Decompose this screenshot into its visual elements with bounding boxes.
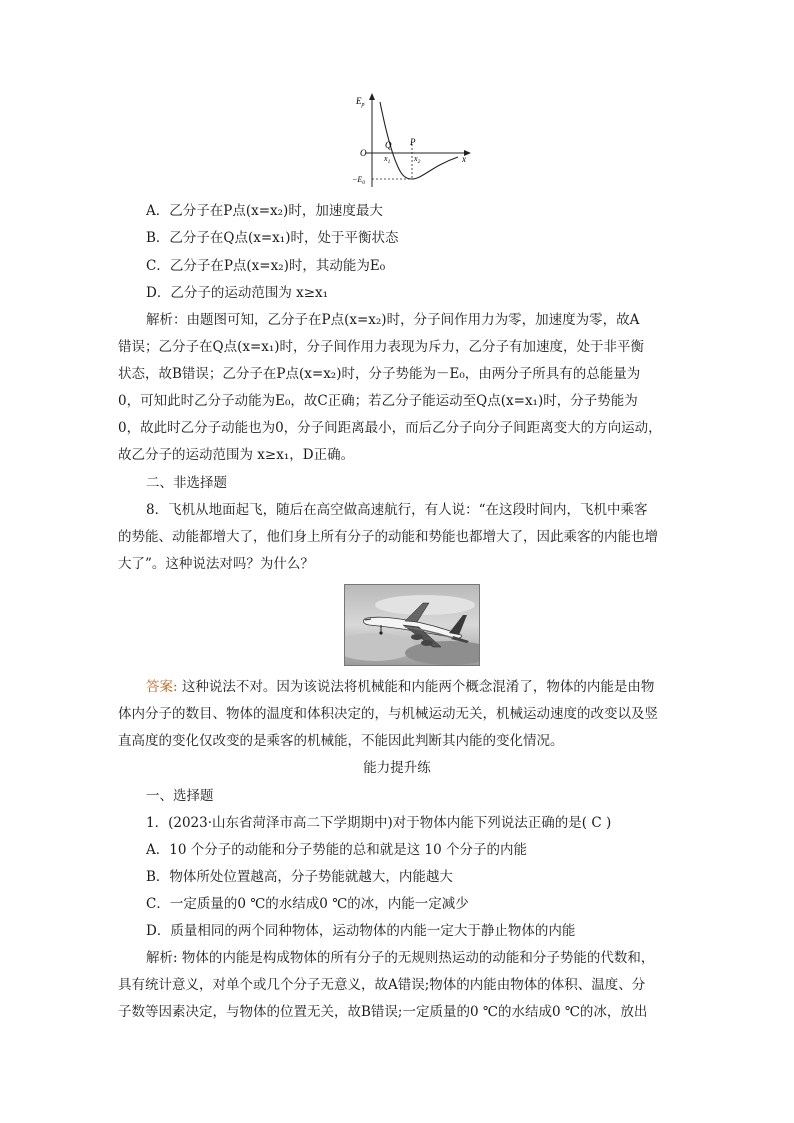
q8-answer-line: 体内分子的数目、物体的温度和体积决定的，与机械运动无关，机械运动速度的改变以及竖 — [118, 706, 658, 722]
q8-stem-line: 大了”。这种说法对吗？为什么？ — [118, 556, 314, 572]
q8-stem-line: 的势能、动能都增大了，他们身上所有分子的动能和势能也都增大了，因此乘客的内能也增 — [118, 529, 658, 545]
airplane-photo — [344, 584, 480, 666]
q1-option-d: D．质量相同的两个同种物体，运动物体的内能一定大于静止物体的内能 — [146, 923, 576, 939]
q1-option-a: A．10 个分子的动能和分子势能的总和就是这 10 个分子的内能 — [146, 842, 527, 858]
q8-answer-line: 直高度的变化仅改变的是乘客的机械能，不能因此判断其内能的变化情况。 — [118, 733, 564, 749]
q1-analysis-line: 解析: 物体的内能是构成物体的所有分子的无规则热运动的动能和分子势能的代数和， — [146, 950, 655, 966]
q7-analysis-line: 解析：由题图可知，乙分子在P点(x=x₂)时，分子间作用力为零，加速度为零，故A — [146, 312, 640, 328]
q7-analysis-line: 0，可知此时乙分子动能为E₀，故C正确；若乙分子能运动至Q点(x=x₁)时，分子势能为 — [118, 393, 638, 409]
point-p-label: P — [410, 137, 416, 147]
point-q-label: Q — [385, 140, 392, 150]
q7-option-d: D．乙分子的运动范围为 x≥x₁ — [146, 285, 329, 301]
q1-option-c: C．一定质量的0 ℃的水结成0 ℃的冰，内能一定减少 — [146, 896, 469, 912]
x2-label: $x_2$ — [414, 154, 421, 165]
y-axis-arrow — [369, 93, 375, 100]
answer-label: 答案: — [146, 679, 178, 695]
q1-option-b: B．物体所处位置越高，分子势能就越大，内能越大 — [146, 869, 453, 885]
section-title: 能力提升练 — [363, 760, 431, 776]
q7-option-a: A．乙分子在P点(x=x₂)时，加速度最大 — [146, 203, 383, 219]
y-axis-label: $E_p$ — [356, 96, 365, 108]
q7-analysis-line: 状态，故B错误；乙分子在P点(x=x₂)时，分子势能为－E₀，由两分子所具有的总能量为 — [118, 366, 641, 382]
answer-text: 这种说法不对。因为该说法将机械能和内能两个概念混淆了，物体的内能是由物 — [177, 679, 655, 695]
q1-analysis-line: 具有统计意义，对单个或几个分子无意义，故A错误;物体的内能由物体的体积、温度、分 — [118, 977, 646, 993]
q7-option-c: C．乙分子在P点(x=x₂)时，其动能为E₀ — [146, 258, 386, 274]
q7-analysis-line: 0，故此时乙分子动能也为0，分子间距离最小，而后乙分子向分子间距离变大的方向运动， — [118, 420, 662, 436]
airplane-illustration — [345, 585, 479, 665]
q7-option-b: B．乙分子在Q点(x=x₁)时，处于平衡状态 — [146, 230, 399, 246]
q7-analysis-line: 故乙分子的运动范围为 x≥x₁，D正确。 — [118, 447, 355, 463]
x1-label: $x_1$ — [384, 154, 391, 165]
section-heading-nonchoice: 二、非选择题 — [146, 475, 227, 491]
q8-stem-line: 8．飞机从地面起飞，随后在高空做高速航行，有人说：“在这段时间内，飞机中乘客 — [146, 502, 648, 518]
potential-energy-graph — [340, 92, 480, 192]
x-axis-label: x — [462, 154, 466, 164]
neg-e0-label: $-E_0$ — [352, 175, 366, 186]
origin-label: O — [360, 148, 367, 158]
q8-answer-line — [146, 677, 706, 697]
potential-curve — [380, 102, 458, 179]
q1-stem: 1．(2023·山东省菏泽市高二下学期期中)对于物体内能下列说法正确的是( C ) — [146, 815, 612, 831]
section-heading-choice: 一、选择题 — [146, 788, 214, 804]
q7-analysis-line: 错误；乙分子在Q点(x=x₁)时，分子间作用力表现为斥力，乙分子有加速度，处于非平衡 — [118, 339, 645, 355]
q1-analysis-line: 子数等因素决定，与物体的位置无关，故B错误;一定质量的0 ℃的水结成0 ℃的冰，放出 — [118, 1004, 648, 1020]
